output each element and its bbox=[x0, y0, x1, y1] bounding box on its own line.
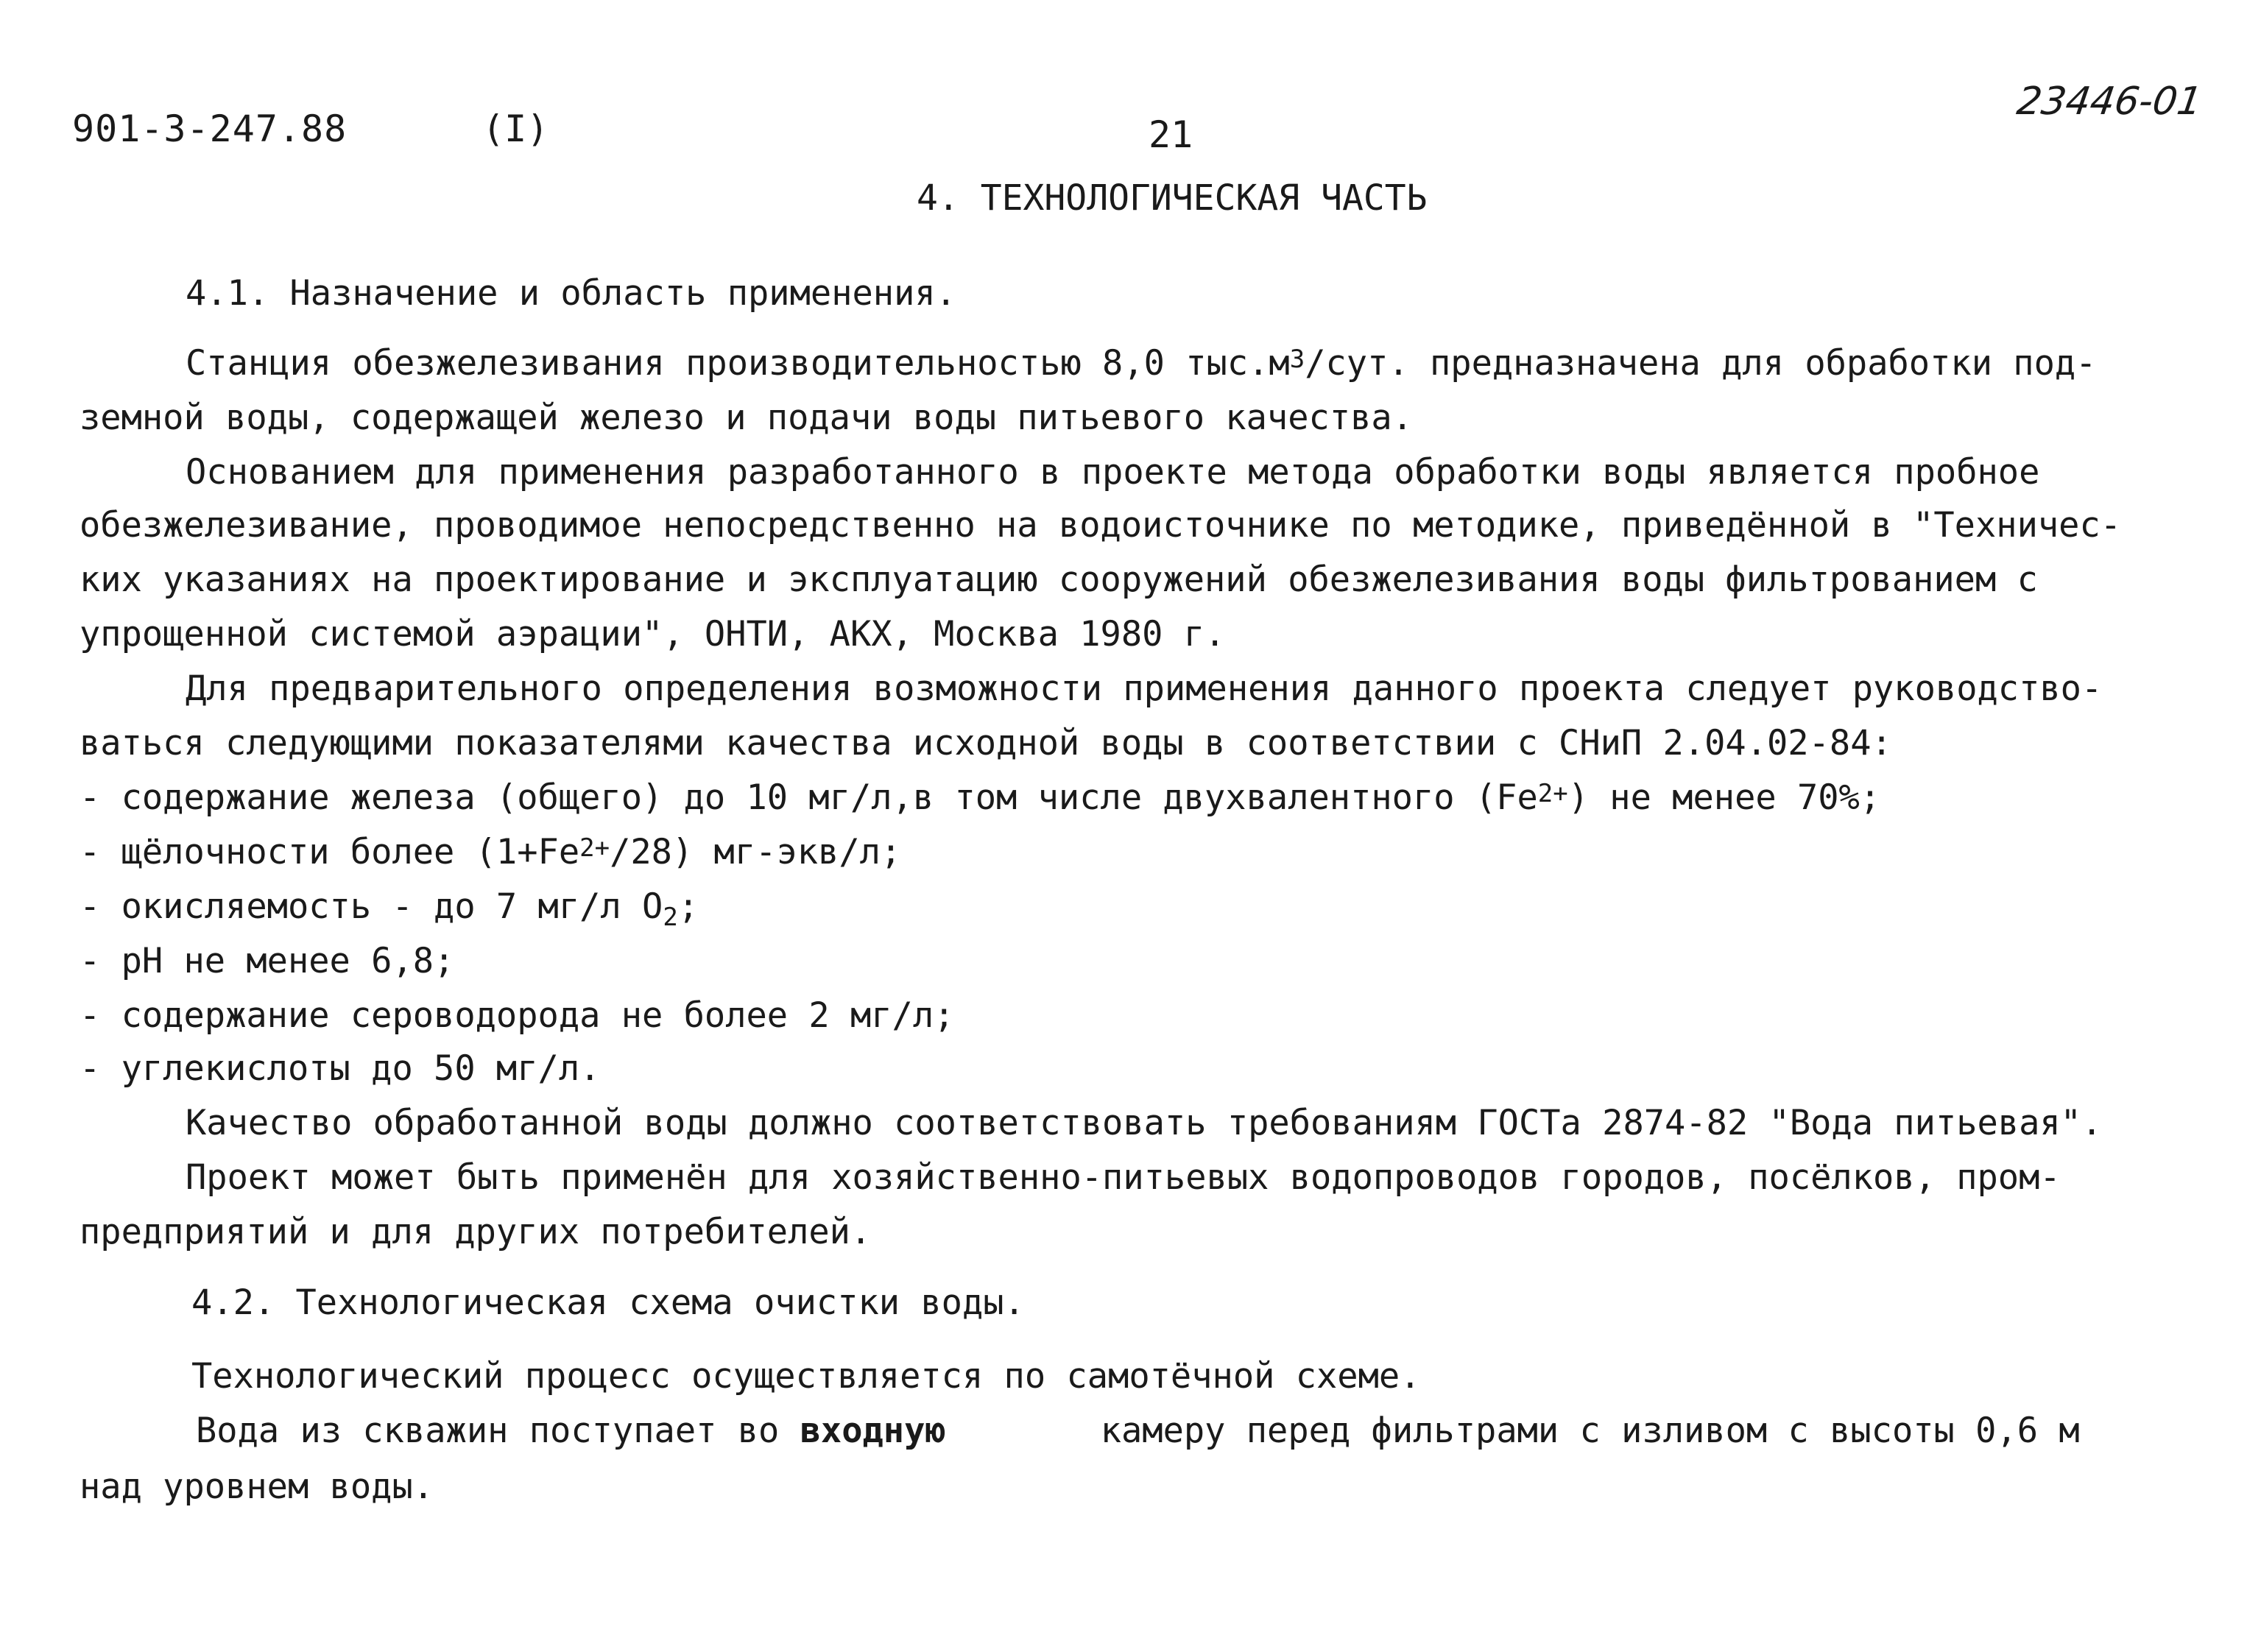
paragraph-line: ких указаниях на проектирование и эксплуатацию сооружений обезжелезивания воды фильтрованием с bbox=[80, 560, 2038, 600]
subsection-heading-4-1: 4.1. Назначение и область применения. bbox=[186, 273, 956, 314]
list-item: - pH не менее 6,8; bbox=[80, 941, 455, 981]
paragraph-line: Вода из скважин поступает во входную камеру перед фильтрами с изливом с высоты 0,6 м bbox=[196, 1411, 2080, 1451]
paragraph-line: ваться следующими показателями качества исходной воды в соответствии с СНиП 2.04.02-84: bbox=[80, 723, 1892, 763]
list-item: - содержание сероводорода не более 2 мг/л; bbox=[80, 995, 955, 1036]
paragraph-line: Станция обезжелезивания производительностью 8,0 $тыс.м^3$/сут. предназначена для обработки под- bbox=[186, 343, 2097, 384]
doc-code: 901-3-247.88 bbox=[72, 107, 348, 150]
list-item: - окисляемость - до 7 мг/л $O_2$; bbox=[80, 886, 699, 932]
sheet-ref: (I) bbox=[482, 107, 549, 150]
list-item: - содержание железа (общего) до 10 мг/л,в том числе двухвалентного $(Fe^{2+})$ не менее 70%; bbox=[80, 777, 1881, 818]
paragraph-line: Для предварительного определения возможности применения данного проекта следует руководство- bbox=[186, 668, 2103, 709]
inventory-number: 23446-01 bbox=[2014, 80, 2205, 124]
paragraph-line: упрощенной системой аэрации", ОНТИ, АКХ, Москва 1980 г. bbox=[80, 614, 1226, 654]
paragraph-line: предприятий и для других потребителей. bbox=[80, 1212, 872, 1252]
paragraph-line: Проект может быть применён для хозяйственно-питьевых водопроводов городов, посёлков, пром- bbox=[186, 1157, 2061, 1198]
page-number: 21 bbox=[1149, 113, 1193, 156]
paragraph-line: Качество обработанной воды должно соответствовать требованиям ГОСТа 2874-82 "Вода питьевая". bbox=[186, 1103, 2103, 1143]
section-title: 4. ТЕХНОЛОГИЧЕСКАЯ ЧАСТЬ bbox=[917, 177, 1428, 219]
paragraph-line: Основанием для применения разработанного в проекте метода обработки воды является пробное bbox=[186, 452, 2040, 493]
paragraph-line: земной воды, содержащей железо и подачи воды питьевого качества. bbox=[80, 398, 1413, 438]
paragraph-line: Технологический процесс осуществляется по самотёчной схеме. bbox=[191, 1356, 1421, 1397]
paragraph-line: обезжелезивание, проводимое непосредственно на водоисточнике по методике, приведённой в "Техничес- bbox=[80, 505, 2122, 546]
list-item: - щёлочности более $(1+Fe^{2+}/28)$ мг-экв/л; bbox=[80, 832, 902, 872]
list-item: - углекислоты до 50 мг/л. bbox=[80, 1048, 601, 1089]
subsection-heading-4-2: 4.2. Технологическая схема очистки воды. bbox=[191, 1282, 1025, 1323]
paragraph-line: над уровнем воды. bbox=[80, 1466, 434, 1507]
